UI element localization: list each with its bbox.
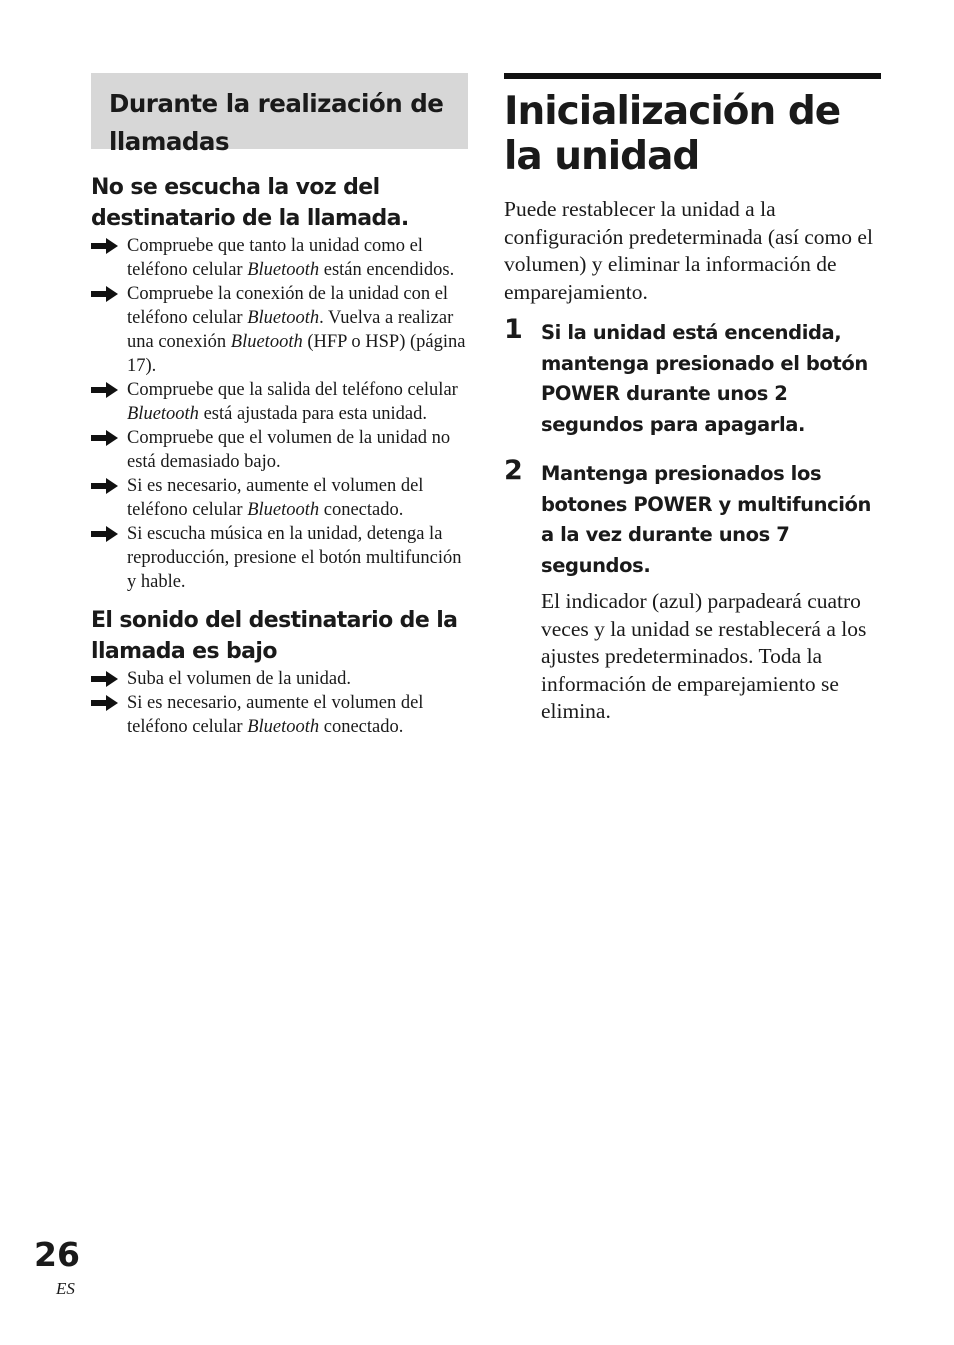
arrow-right-icon bbox=[91, 286, 118, 302]
bullet-item bbox=[91, 426, 468, 474]
bluetooth-term: Bluetooth bbox=[247, 500, 320, 520]
step-1 bbox=[504, 314, 881, 440]
bullet-text: conectado. bbox=[319, 500, 404, 520]
bullet-item bbox=[91, 282, 468, 378]
bullet-text: . Vuelva a realizar una conexión bbox=[127, 308, 454, 352]
page-number: 26 bbox=[34, 1235, 80, 1274]
bullet-item bbox=[91, 234, 468, 282]
step-instruction: Si la unidad está encendida, mantenga presionado el botón POWER durante unos 2 segundos para apagarla. bbox=[541, 321, 868, 436]
bluetooth-term: Bluetooth bbox=[247, 717, 320, 737]
bullet-list-low-sound bbox=[91, 667, 468, 739]
bullet-item bbox=[91, 522, 468, 594]
intro-paragraph: Puede restablecer la unidad a la configuración predeterminada (así como el volumen) y eliminar la información de emparejamiento. bbox=[504, 197, 873, 304]
bullet-text: están encendidos. bbox=[319, 260, 455, 280]
arrow-right-icon bbox=[91, 695, 118, 711]
bullet-text: Si escucha música en la unidad, detenga la reproducción, presione el botón multifunción y hable. bbox=[127, 524, 462, 592]
bullet-text: Compruebe la conexión de la unidad con el teléfono celular bbox=[127, 284, 449, 328]
bullet-text: (HFP o HSP) (página 17). bbox=[127, 332, 466, 376]
page-title: Inicialización de la unidad bbox=[504, 89, 841, 179]
bullet-text: Compruebe que tanto la unidad como el teléfono celular bbox=[127, 236, 423, 280]
bluetooth-term: Bluetooth bbox=[230, 332, 303, 352]
bullet-item bbox=[91, 378, 468, 426]
subsection-title-no-voice: No se escucha la voz del destinatario de la llamada. bbox=[91, 175, 409, 231]
bullet-item bbox=[91, 474, 468, 522]
arrow-right-icon bbox=[91, 238, 118, 254]
language-code: ES bbox=[56, 1279, 75, 1298]
bullet-text: Compruebe que la salida del teléfono celular bbox=[127, 380, 458, 400]
left-column bbox=[91, 73, 468, 739]
bullet-list-no-voice bbox=[91, 234, 468, 594]
step-description: El indicador (azul) parpadeará cuatro veces y la unidad se restablecerá a los ajustes predeterminados. Toda la información de emparejamiento se elimina. bbox=[541, 589, 867, 723]
arrow-right-icon bbox=[91, 671, 118, 687]
step-number: 2 bbox=[504, 455, 523, 486]
right-column bbox=[504, 73, 881, 726]
bullet-text: conectado. bbox=[319, 717, 404, 737]
bullet-item bbox=[91, 667, 468, 691]
step-instruction: Mantenga presionados los botones POWER y multifunción a la vez durante unos 7 segundos. bbox=[541, 462, 872, 577]
bullet-text: Si es necesario, aumente el volumen del teléfono celular bbox=[127, 476, 424, 520]
step-2 bbox=[504, 455, 881, 726]
section-title: Durante la realización de llamadas bbox=[91, 73, 468, 149]
step-number: 1 bbox=[504, 314, 523, 345]
subsection-title-low-sound: El sonido del destinatario de la llamada es bajo bbox=[91, 608, 458, 664]
title-rule bbox=[504, 73, 881, 79]
arrow-right-icon bbox=[91, 430, 118, 446]
bluetooth-term: Bluetooth bbox=[127, 404, 199, 424]
bullet-item bbox=[91, 691, 468, 739]
bullet-text: Si es necesario, aumente el volumen del teléfono celular bbox=[127, 693, 424, 737]
arrow-right-icon bbox=[91, 478, 118, 494]
bullet-text: está ajustada para esta unidad. bbox=[198, 404, 428, 424]
bluetooth-term: Bluetooth bbox=[247, 260, 320, 280]
bullet-text: Compruebe que el volumen de la unidad no está demasiado bajo. bbox=[127, 428, 451, 472]
arrow-right-icon bbox=[91, 382, 118, 398]
bullet-text: Suba el volumen de la unidad. bbox=[127, 669, 352, 689]
bluetooth-term: Bluetooth bbox=[247, 308, 320, 328]
arrow-right-icon bbox=[91, 526, 118, 542]
